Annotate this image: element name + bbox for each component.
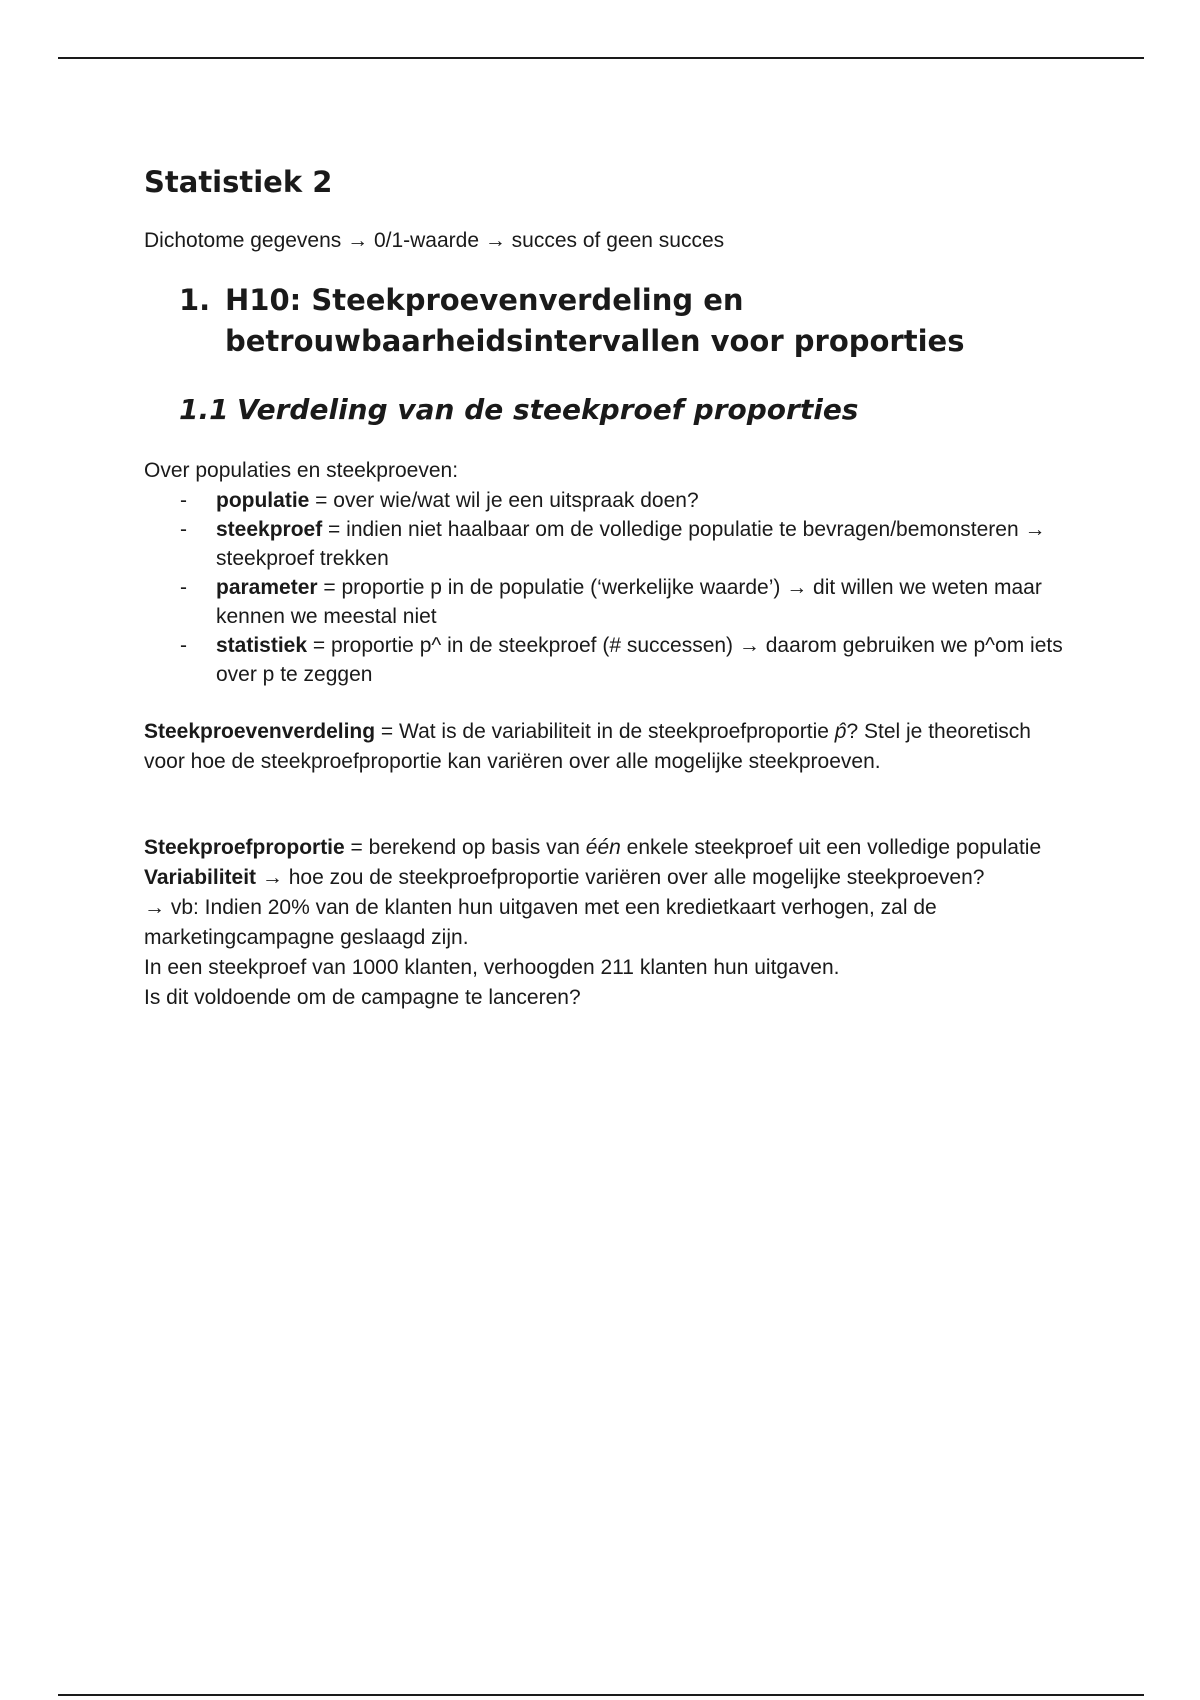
steekproevenverdeling-term: Steekproevenverdeling (144, 719, 376, 743)
paragraph-gap (144, 777, 1074, 805)
paragraph-gap (144, 805, 1074, 833)
document-page (144, 165, 1074, 1013)
list-item-term: populatie (216, 488, 310, 512)
list-item-text: = over wie/wat wil je een uitspraak doen? (309, 488, 699, 512)
steekproevenverdeling-paragraph (144, 717, 1074, 777)
steekproefproportie-text-before: = berekend op basis van (344, 835, 586, 859)
list-item (144, 486, 1074, 515)
header-rule (58, 57, 1144, 59)
heading-2-text: Verdeling van de steekproef proporties (237, 392, 859, 426)
heading-2-number: 1.1 (179, 392, 229, 426)
example-line: In een steekproef van 1000 klanten, verhoogden 211 klanten hun uitgaven. (144, 955, 840, 979)
list-item-text: = proportie p in de populatie (‘werkelijke waarde’) → dit willen we weten maar kennen we meestal niet (216, 575, 1042, 628)
list-item-term: parameter (216, 575, 318, 599)
list-item-text: = indien niet haalbaar om de volledige populatie te bevragen/bemonsteren → steekproef trekken (216, 517, 1046, 570)
steekproefproportie-emphasis: één (585, 835, 621, 859)
intro-text: Dichotome gegevens → 0/1-waarde → succes of geen succes (144, 228, 725, 252)
heading-1 (179, 280, 1074, 362)
document-title: Statistiek 2 (144, 165, 333, 199)
variabiliteit-term: Variabiliteit (144, 865, 257, 889)
steekproevenverdeling-text-before: = Wat is de variabiliteit in de steekproefproportie (375, 719, 835, 743)
list-item-term: statistiek (216, 633, 308, 657)
dash-bullet: - (180, 633, 187, 657)
example-line: → vb: Indien 20% van de klanten hun uitgaven met een kredietkaart verhogen, zal de marketingcampagne geslaagd zijn. (144, 895, 937, 949)
dash-bullet: - (180, 488, 187, 512)
list-item (144, 573, 1074, 631)
list-item (144, 631, 1074, 689)
dash-bullet: - (180, 517, 187, 541)
heading-1-number: 1. (179, 282, 211, 317)
p-hat-symbol: p̂ (834, 719, 847, 743)
definition-list (144, 486, 1074, 689)
dash-bullet: - (180, 575, 187, 599)
steekproefproportie-text-after: enkele steekproef uit een volledige populatie (620, 835, 1042, 859)
list-item (144, 515, 1074, 573)
example-line: Is dit voldoende om de campagne te lanceren? (144, 985, 581, 1009)
heading-1-text: H10: Steekproevenverdeling en betrouwbaarheidsintervallen voor proporties (225, 282, 965, 358)
variabiliteit-paragraph (144, 863, 1074, 893)
list-intro: Over populaties en steekproeven: (144, 458, 459, 482)
heading-2 (179, 392, 1074, 428)
steekproefproportie-term: Steekproefproportie (144, 835, 345, 859)
steekproefproportie-paragraph (144, 833, 1074, 863)
variabiliteit-text: → hoe zou de steekproefproportie variëren over alle mogelijke steekproeven? (256, 865, 985, 889)
footer-rule (58, 1694, 1144, 1696)
steekproevenverdeling-text-after: ? Stel je theoretisch voor hoe de steekproefproportie kan variëren over alle mogelijke steekproeven. (144, 719, 1031, 773)
list-item-text: = proportie p^ in de steekproef (# successen) → daarom gebruiken we p^om iets over p te zeggen (216, 633, 1063, 686)
list-item-term: steekproef (216, 517, 323, 541)
